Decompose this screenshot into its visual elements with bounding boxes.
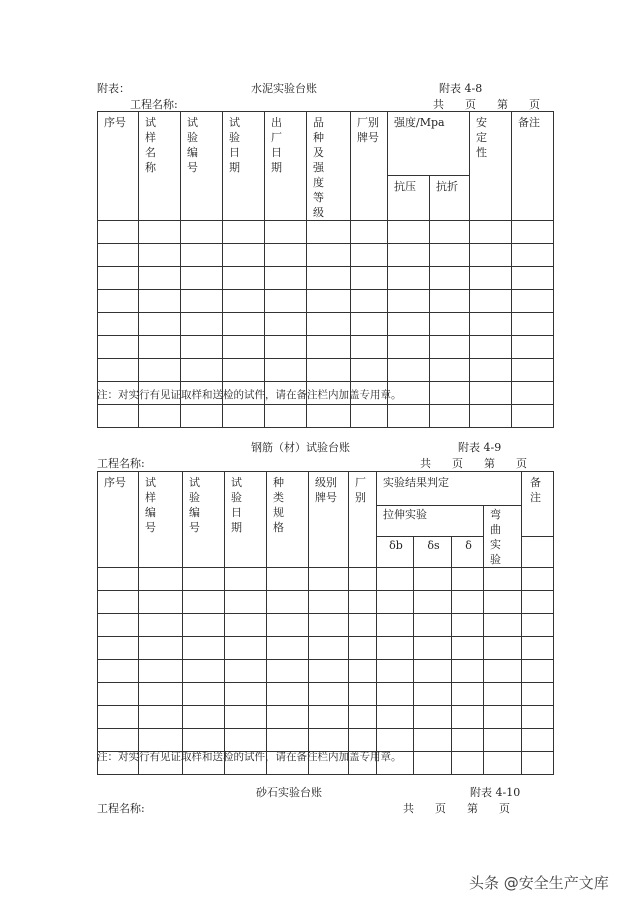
rebar-ledger-table <box>97 471 554 775</box>
header-test-date: 试验日期 <box>225 472 267 568</box>
table-row <box>98 568 554 591</box>
header-test-no: 试验编号 <box>181 112 223 221</box>
header-factory: 厂别 <box>349 472 377 568</box>
appendix-prefix: 附表： <box>97 82 130 95</box>
header-sample-name: 试样名称 <box>139 112 181 221</box>
table-row <box>98 706 554 729</box>
page-counter: 共 页 第 页 <box>420 457 527 470</box>
table-row <box>98 729 554 752</box>
header-grade: 品种及强度等级 <box>307 112 351 221</box>
header-delta-b: δb <box>377 537 414 568</box>
project-name-label: 工程名称: <box>97 802 145 815</box>
table-row <box>98 660 554 683</box>
table-row <box>98 221 554 244</box>
header-strength: 强度/Mpa <box>388 112 470 176</box>
table-row <box>98 683 554 706</box>
table-row <box>98 637 554 660</box>
header-test-date: 试验日期 <box>223 112 265 221</box>
header-seq: 序号 <box>98 472 139 568</box>
header-seq: 序号 <box>98 112 139 221</box>
header-flexural: 抗折 <box>430 176 470 221</box>
table-title-aggregate: 砂石实验台账 <box>256 786 322 799</box>
page-counter: 共 页 第 页 <box>433 98 540 111</box>
header-delta-s: δs <box>414 537 452 568</box>
table-row <box>98 405 554 428</box>
header-brand: 级别牌号 <box>309 472 349 568</box>
header-test-no: 试验编号 <box>183 472 225 568</box>
table-row <box>98 267 554 290</box>
table-title-cement: 水泥实验台账 <box>251 82 317 95</box>
header-tensile: 拉伸实验 <box>377 506 484 537</box>
table-row <box>98 313 554 336</box>
table-row <box>98 591 554 614</box>
header-brand: 厂别牌号 <box>351 112 388 221</box>
header-remark: 备注 <box>512 112 554 221</box>
header-result: 实验结果判定 <box>377 472 522 506</box>
table-code-4-10: 附表 4-10 <box>470 786 521 799</box>
project-name-label: 工程名称: <box>97 457 145 470</box>
watermark-text: 头条 @安全生产文库 <box>469 874 609 892</box>
footnote-cement: 注：对实行有见证取样和送检的试件，请在备注栏内加盖专用章。 <box>97 389 402 401</box>
header-remark: 备注 <box>522 472 554 537</box>
table-row <box>98 290 554 313</box>
table-row <box>98 244 554 267</box>
page-counter: 共 页 第 页 <box>403 802 510 815</box>
project-name-label: 工程名称: <box>130 98 178 111</box>
footnote-rebar: 注：对实行有见证取样和送检的试件，请在备注栏内加盖专用章。 <box>97 751 402 763</box>
header-sample-no: 试样编号 <box>139 472 183 568</box>
header-factory-date: 出厂日期 <box>265 112 307 221</box>
table-row <box>98 614 554 637</box>
table-code-4-8: 附表 4-8 <box>439 82 483 95</box>
table-row <box>98 336 554 359</box>
header-delta: δ <box>452 537 484 568</box>
table-title-rebar: 钢筋（材）试验台账 <box>251 441 350 454</box>
header-spec: 种类规格 <box>267 472 309 568</box>
table-code-4-9: 附表 4-9 <box>458 441 502 454</box>
header-bend: 弯曲实验 <box>484 506 522 568</box>
cement-ledger-table <box>97 111 554 428</box>
header-stability: 安定性 <box>470 112 512 221</box>
header-compressive: 抗压 <box>388 176 430 221</box>
table-row <box>98 359 554 382</box>
